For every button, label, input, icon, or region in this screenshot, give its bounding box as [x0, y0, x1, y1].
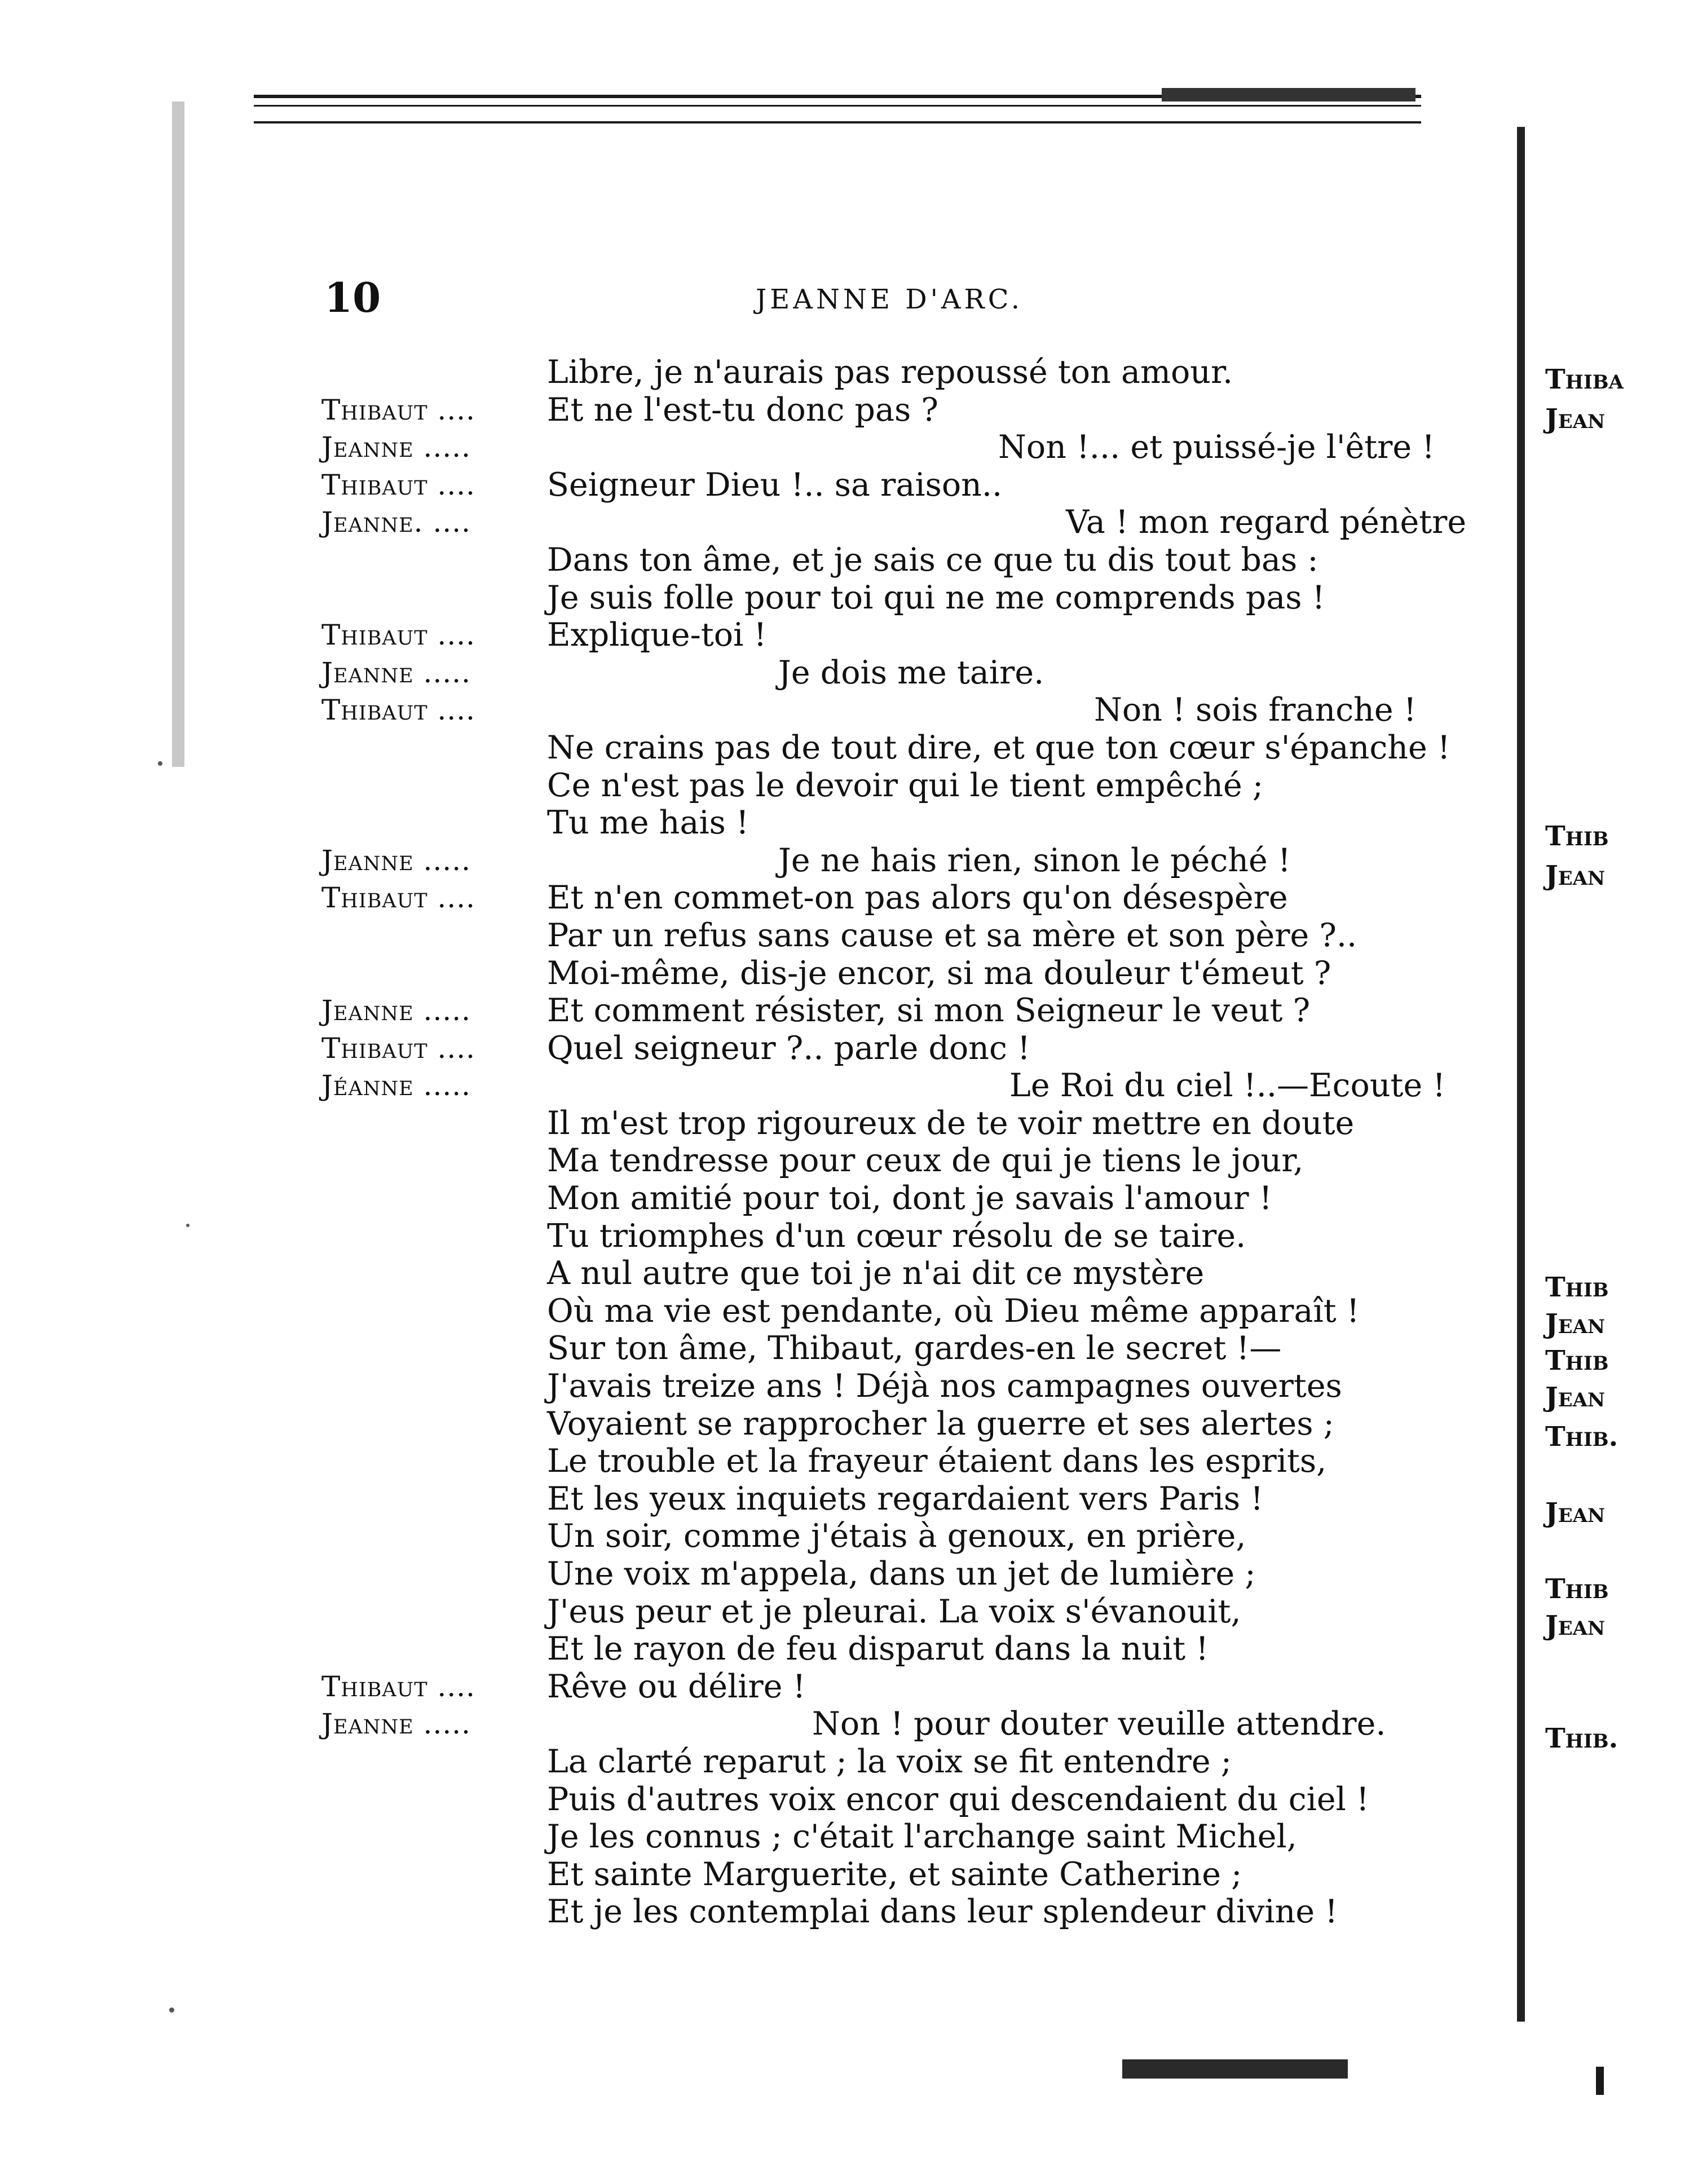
verse-line	[321, 1856, 1500, 1894]
verse-line	[321, 654, 1500, 692]
verse-line	[321, 429, 1500, 466]
top-rule-dark-patch	[1162, 88, 1415, 102]
verse-line	[321, 1405, 1500, 1443]
verse-line	[321, 992, 1500, 1030]
facing-page-fragment: Thiba	[1545, 364, 1624, 395]
verse-text: Libre, je n'aurais pas repoussé ton amour.	[547, 354, 1233, 391]
facing-page-fragment: Thib	[1545, 1345, 1609, 1376]
verse-line	[321, 616, 1500, 654]
speaker-name: Thibaut ....	[321, 393, 476, 426]
verse-text: A nul autre que toi je n'ai dit ce mystère	[547, 1255, 1205, 1292]
verse-line	[321, 579, 1500, 617]
speaker-name: Thibaut ....	[321, 694, 476, 727]
bottom-smudge	[1122, 2059, 1348, 2079]
verse-text: Mon amitié pour toi, dont je savais l'amour !	[547, 1180, 1272, 1217]
verse-text: Où ma vie est pendante, où Dieu même apparaît !	[547, 1292, 1360, 1330]
verse-text: Par un refus sans cause et sa mère et son père ?..	[547, 916, 1357, 954]
verse-text: Ma tendresse pour ceux de qui je tiens le jour,	[547, 1142, 1304, 1180]
verse-line	[321, 1292, 1500, 1330]
verse-text: Non ! pour douter veuille attendre.	[812, 1705, 1386, 1743]
verse-line	[321, 1630, 1500, 1668]
verse-line	[321, 879, 1500, 917]
verse-text: Il m'est trop rigoureux de te voir mettre en doute	[547, 1104, 1355, 1142]
play-text	[321, 354, 1500, 1931]
facing-page-fragment: Jean	[1545, 1308, 1606, 1340]
speaker-name: Jeanne. ....	[321, 506, 471, 539]
facing-page-fragment: Thib.	[1545, 1723, 1619, 1754]
verse-text: Et ne l'est-tu donc pas ?	[547, 391, 938, 429]
verse-text: Quel seigneur ?.. parle donc !	[547, 1029, 1030, 1067]
speaker-name: Thibaut ....	[321, 1670, 476, 1703]
verse-text: Je suis folle pour toi qui ne me comprends pas !	[547, 579, 1325, 616]
verse-line	[321, 1743, 1500, 1781]
scan-speck	[158, 761, 162, 766]
verse-text: Le Roi du ciel !..—Ecoute !	[1009, 1067, 1446, 1105]
verse-text: Tu triomphes d'un cœur résolu de se taire.	[547, 1217, 1246, 1255]
verse-line	[321, 1781, 1500, 1819]
verse-text: Explique-toi !	[547, 616, 767, 654]
facing-page-fragment: Thib	[1545, 1573, 1609, 1605]
verse-text: J'eus peur et je pleurai. La voix s'évanouit,	[547, 1592, 1241, 1630]
facing-page-fragment: Jean	[1545, 403, 1606, 435]
verse-line	[321, 804, 1500, 842]
verse-text: Je ne hais rien, sinon le péché !	[778, 841, 1291, 879]
verse-line	[321, 842, 1500, 880]
verse-text: Non ! sois franche !	[1094, 691, 1417, 729]
verse-text: Sur ton âme, Thibaut, gardes-en le secret !—	[547, 1330, 1282, 1367]
speaker-name: Jeanne .....	[321, 656, 471, 689]
verse-text: Dans ton âme, et je sais ce que tu dis tout bas :	[547, 541, 1318, 579]
verse-text: Une voix m'appela, dans un jet de lumière ;	[547, 1555, 1256, 1592]
facing-page-fragment: Jean	[1545, 860, 1606, 892]
verse-text: Va ! mon regard pénètre	[1066, 504, 1467, 541]
verse-text: Tu me hais !	[547, 804, 749, 842]
verse-text: Et les yeux inquiets regardaient vers Paris !	[547, 1480, 1264, 1517]
verse-line	[321, 1668, 1500, 1706]
facing-page-fragment: Jean	[1545, 1610, 1606, 1642]
verse-line	[321, 1067, 1500, 1105]
verse-text: Ne crains pas de tout dire, et que ton cœur s'épanche !	[547, 729, 1450, 766]
verse-text: J'avais treize ans ! Déjà nos campagnes ouvertes	[547, 1367, 1342, 1405]
verse-line	[321, 541, 1500, 579]
verse-line	[321, 504, 1500, 541]
verse-line	[321, 391, 1500, 429]
verse-text: Voyaient se rapprocher la guerre et ses alertes ;	[547, 1405, 1334, 1442]
verse-line	[321, 1030, 1500, 1067]
verse-line	[321, 1105, 1500, 1142]
verse-text: Un soir, comme j'étais à genoux, en prière,	[547, 1517, 1246, 1555]
verse-line	[321, 1555, 1500, 1593]
facing-page-fragment: Thib	[1545, 1272, 1609, 1303]
verse-text: Et comment résister, si mon Seigneur le veut ?	[547, 992, 1311, 1030]
page-number: 10	[324, 273, 381, 321]
verse-line	[321, 466, 1500, 504]
verse-text: Je dois me taire.	[778, 654, 1044, 691]
facing-page-fragment: Thib.	[1545, 1421, 1619, 1453]
speaker-name: Thibaut ....	[321, 881, 476, 915]
verse-line	[321, 917, 1500, 955]
verse-text: Seigneur Dieu !.. sa raison..	[547, 466, 1003, 504]
verse-text: Rêve ou délire !	[547, 1667, 806, 1705]
verse-text: Et n'en commet-on pas alors qu'on désespère	[547, 879, 1288, 917]
top-rule-lower	[254, 121, 1421, 123]
verse-text: Et le rayon de feu disparut dans la nuit !	[547, 1630, 1209, 1668]
verse-text: La clarté reparut ; la voix se fit entendre ;	[547, 1742, 1232, 1780]
verse-text: Je les connus ; c'était l'archange saint Michel,	[547, 1818, 1297, 1856]
verse-text: Non !... et puissé-je l'être !	[998, 429, 1435, 466]
speaker-name: Jeanne .....	[321, 431, 471, 464]
verse-line	[321, 1180, 1500, 1217]
facing-page-fragment: Thib	[1545, 820, 1609, 852]
speaker-name: Jeanne .....	[321, 994, 471, 1027]
verse-line	[321, 1893, 1500, 1931]
speaker-name: Jéanne .....	[321, 1069, 471, 1102]
next-page-margin	[1540, 0, 1689, 2184]
verse-line	[321, 1367, 1500, 1405]
verse-line	[321, 955, 1500, 992]
verse-line	[321, 1818, 1500, 1856]
verse-line	[321, 691, 1500, 729]
verse-line	[321, 1593, 1500, 1631]
left-smudge-edge	[172, 102, 184, 767]
verse-line	[321, 1517, 1500, 1555]
verse-line	[321, 1142, 1500, 1180]
facing-page-fragment: Jean	[1545, 1497, 1606, 1529]
verse-text: Moi-même, dis-je encor, si ma douleur t'émeut ?	[547, 954, 1331, 992]
verse-line	[321, 1480, 1500, 1518]
verse-text: Puis d'autres voix encor qui descendaient du ciel !	[547, 1780, 1369, 1818]
verse-text: Ce n'est pas le devoir qui le tient empêché ;	[547, 766, 1264, 804]
verse-text: Le trouble et la frayeur étaient dans les esprits,	[547, 1442, 1327, 1480]
speaker-name: Thibaut ....	[321, 619, 476, 652]
verse-line	[321, 767, 1500, 805]
speaker-name: Jeanne .....	[321, 844, 471, 877]
verse-line	[321, 1217, 1500, 1255]
verse-line	[321, 1442, 1500, 1480]
verse-line	[321, 729, 1500, 767]
top-rule-thin	[254, 105, 1421, 107]
verse-text: Et je les contemplai dans leur splendeur divine !	[547, 1893, 1338, 1931]
speaker-name: Thibaut ....	[321, 1031, 476, 1065]
speaker-name: Jeanne .....	[321, 1708, 471, 1741]
verse-text: Et sainte Marguerite, et sainte Catherine ;	[547, 1855, 1242, 1893]
verse-line	[321, 1330, 1500, 1367]
scan-speck	[169, 2007, 174, 2013]
verse-line	[321, 1255, 1500, 1292]
verse-line	[321, 1705, 1500, 1743]
running-head: JEANNE D'ARC.	[756, 284, 1023, 315]
facing-page-fragment: Jean	[1545, 1382, 1606, 1413]
scan-speck	[186, 1224, 189, 1227]
speaker-name: Thibaut ....	[321, 468, 476, 501]
verse-line	[321, 354, 1500, 391]
gutter-rule	[1517, 127, 1525, 2022]
